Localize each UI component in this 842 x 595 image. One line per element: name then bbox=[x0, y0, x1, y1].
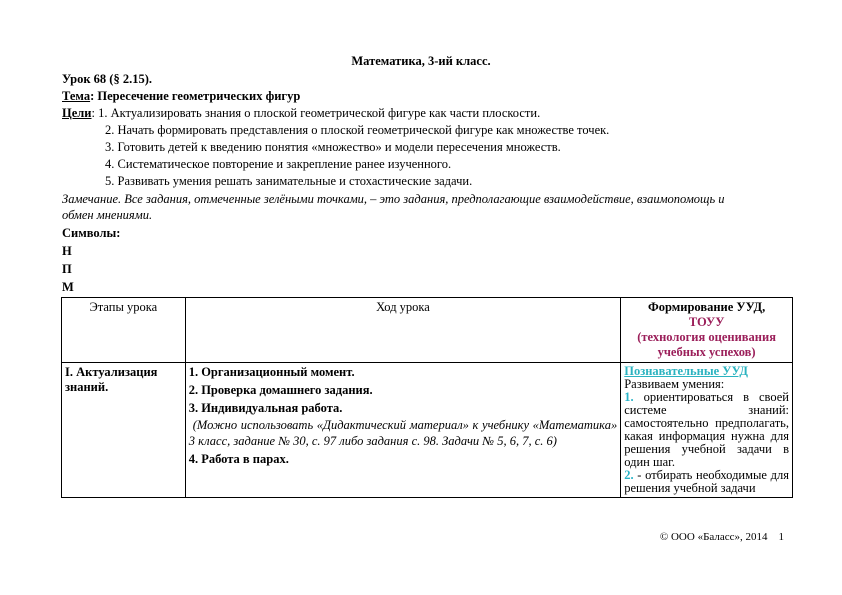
header-uud-line1: Формирование УУД, bbox=[647, 300, 766, 314]
footer-page-number: 1 bbox=[778, 531, 784, 543]
goal-line-1 bbox=[62, 106, 540, 121]
table-header-row bbox=[62, 298, 793, 363]
topic-value: : Пересечение геометрических фигур bbox=[90, 89, 301, 103]
header-uud-line3: (технология оценивания учебных успехов) bbox=[637, 330, 776, 359]
header-stage: Этапы урока bbox=[62, 298, 186, 363]
symbol-p: П bbox=[62, 262, 72, 276]
topic-label: Тема bbox=[62, 89, 91, 103]
uud-point-1 bbox=[624, 391, 789, 469]
footer-copyright: © ООО «Баласс», 2014 bbox=[659, 531, 768, 543]
symbol-m: М bbox=[62, 280, 74, 294]
document-title: Математика, 3-ий класс. bbox=[351, 54, 491, 68]
row-stage: I. Актуализация знаний. bbox=[62, 363, 186, 498]
uud-title: Познавательные УУД bbox=[624, 364, 748, 378]
row-course bbox=[185, 363, 621, 498]
row-uud bbox=[621, 363, 793, 498]
header-course: Ход урока bbox=[185, 298, 621, 363]
goal-1: : 1. Актуализировать знания о плоской геометрической фигуре как части плоскости. bbox=[91, 106, 541, 120]
course-item-3: 3. Индивидуальная работа. bbox=[188, 401, 343, 415]
course-item-1: 1. Организационный момент. bbox=[188, 365, 355, 379]
topic-line bbox=[62, 89, 300, 104]
goal-3: 3. Готовить детей к введению понятия «множество» и модели пересечения множеств. bbox=[105, 140, 561, 154]
table-row bbox=[62, 363, 793, 498]
goals-label: Цели bbox=[62, 106, 92, 120]
goal-2: 2. Начать формировать представления о плоской геометрической фигуре как множестве точек. bbox=[105, 123, 610, 137]
lesson-number: Урок 68 (§ 2.15). bbox=[62, 72, 153, 86]
header-uud bbox=[621, 298, 793, 363]
course-item-2: 2. Проверка домашнего задания. bbox=[188, 383, 373, 397]
footer bbox=[660, 531, 784, 543]
uud-point-2-number: 2. bbox=[624, 468, 634, 482]
goal-4: 4. Систематическое повторение и закрепление ранее изученного. bbox=[105, 157, 452, 171]
uud-point-1-number: 1. bbox=[624, 390, 634, 404]
uud-point-1-text: ориентироваться в своей системе знаний: самостоятельно предполагать, какая информация нужна для решения учебной задачи в один шаг. bbox=[624, 390, 789, 469]
symbols-label: Символы: bbox=[62, 226, 121, 240]
symbol-n: Н bbox=[62, 244, 72, 258]
course-italic-note: (Можно использовать «Дидактический материал» к учебнику «Математика» 3 класс, задание № 30, с. 97 либо задания с. 98. Задачи № 5, 6, 7, с. 6) bbox=[188, 418, 618, 448]
lesson-table bbox=[61, 297, 793, 498]
uud-point-2 bbox=[624, 469, 789, 495]
uud-intro: Развиваем умения: bbox=[624, 377, 725, 391]
note-text: Замечание. Все задания, отмеченные зелёными точками, – это задания, предполагающие взаимодействие, взаимопомощь и обмен мнениями. bbox=[62, 192, 725, 222]
goal-5: 5. Развивать умения решать занимательные и стохастические задачи. bbox=[105, 174, 473, 188]
course-item-4: 4. Работа в парах. bbox=[188, 452, 289, 466]
header-uud-line2: ТОУУ bbox=[688, 315, 725, 329]
uud-point-2-text: - отбирать необходимые для решения учебной задачи bbox=[624, 468, 789, 495]
